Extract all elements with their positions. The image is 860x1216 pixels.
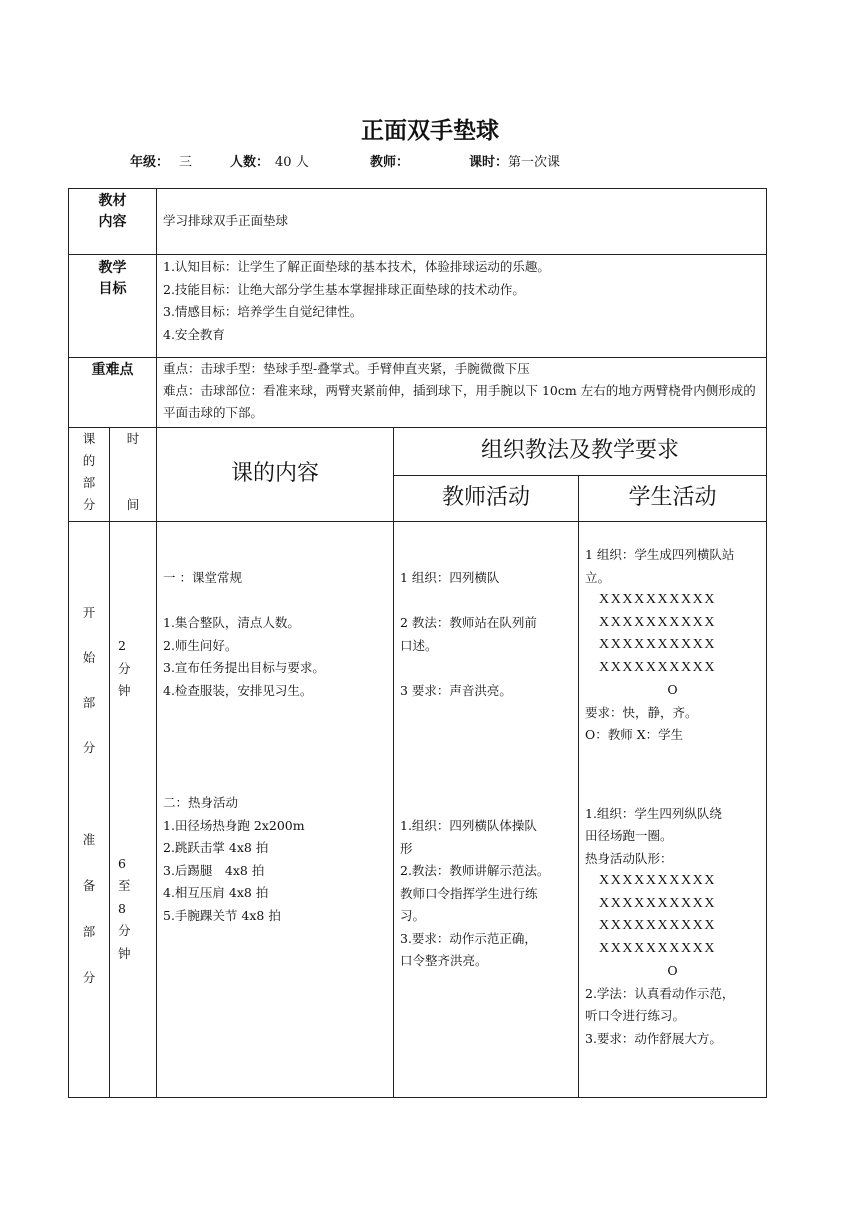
opening-section-label: 开 始 部 分 [82,605,96,755]
material-content: 学习排球双手正面垫球 [157,189,767,255]
key-points-content [157,358,767,428]
page-title: 正面双手垫球 [361,118,499,144]
time-column [110,522,157,1098]
material-row [69,189,767,255]
period-value: 第一次课 [508,155,561,170]
teacher-position-mark: O [667,682,678,697]
period-label: 课时： [469,155,509,170]
warmup-student-activity: 1.组织：学生四列纵队绕 田径场跑一圈。 热身活动队形： XXXXXXXXXX XXXXXXXXXX XXXXXXXXXX XXXXXXXXXX O 2.学法：认真看动作示范， 听口令进行练习。 3.要求：动作舒展大方。 [585,803,760,1051]
period-field [469,151,560,170]
formation-grid: XXXXXXXXXX XXXXXXXXXX XXXXXXXXXX XXXXXXXXXX O [585,870,760,983]
teacher-activity-column [394,522,579,1098]
difficulty-point: 难点：击球部位：看准来球，两臂夹紧前伸，插到球下，用手腕以下 10cm 左右的地方两臂桡骨内侧形成的平面击球的下部。 [163,383,756,420]
teacher-field [370,151,409,170]
opening-student-activity: 1 组织：学生成四列横队站 立。 XXXXXXXXXX XXXXXXXXXX XXXXXXXXXX XXXXXXXXXX O 要求：快，静，齐。 O：教师 X：学生 [585,544,760,747]
grade-field [130,151,192,170]
content-header: 课的内容 [157,428,394,522]
opening-content: 一 ：课堂常规 1.集合整队，清点人数。 2.师生问好。 3.宣布任务提出目标与要求。 4.检查服装，安排见习生。 [163,570,325,698]
count-label: 人数： [230,155,270,170]
goal-item: 1.认知目标：让学生了解正面垫球的基本技术，体验排球运动的乐趣。 [163,259,550,274]
warmup-content: 二：热身活动 1.田径场热身跑 2x200m 2.跳跃击掌 4x8 拍 3.后踢腿 4x8 拍 4.相互压肩 4x8 拍 5.手腕踝关节 4x8 拍 [163,795,305,923]
teacher-activity-header: 教师活动 [394,476,579,522]
material-label: 教材 内容 [69,189,157,255]
lesson-body-row [69,522,767,1098]
grade-label: 年级： [130,155,170,170]
opening-teacher-activity: 1 组织：四列横队 2 教法：教师站在队列前 口述。 3 要求：声音洪亮。 [400,570,537,698]
key-points-label: 重难点 [69,358,157,428]
key-points-row [69,358,767,428]
org-header: 组织教法及教学要求 [394,428,767,476]
goals-list [157,255,767,358]
goals-row [69,255,767,358]
goal-item: 3.情感目标：培养学生自觉纪律性。 [163,304,363,319]
student-activity-header: 学生活动 [579,476,767,522]
count-value: 40 人 [275,155,309,170]
warmup-duration: 6 至 8 分 钟 [118,855,131,961]
goal-item: 2.技能目标：让绝大部分学生基本掌握排球正面垫球的技术动作。 [163,281,525,297]
section-column [69,522,110,1098]
section-header: 课 的 部 分 [69,428,110,522]
content-column [157,522,394,1098]
goals-label: 教学 目标 [69,255,157,358]
teacher-position-mark: O [667,963,678,978]
opening-duration: 2 分 钟 [118,638,131,698]
warmup-section-label: 准 备 部 分 [82,832,96,985]
key-point: 重点：击球手型：垫球手型-叠掌式。手臂伸直夹紧，手腕微微下压 [163,361,530,376]
count-field [230,151,309,170]
warmup-teacher-activity: 1.组织：四列横队体操队 形 2.教法：教师讲解示范法。 教师口令指挥学生进行练 习。 3.要求：动作示范正确， 口令整齐洪亮。 [400,818,550,968]
time-header: 时 间 [110,428,157,522]
student-activity-column [579,522,767,1098]
goal-item: 4.安全教育 [163,326,225,342]
teacher-label: 教师： [370,155,410,170]
formation-grid: XXXXXXXXXX XXXXXXXXXX XXXXXXXXXX XXXXXXXXXX O [585,589,760,702]
header-row-1 [69,428,767,476]
lesson-plan-table [68,188,767,1098]
grade-value: 三 [179,155,193,170]
